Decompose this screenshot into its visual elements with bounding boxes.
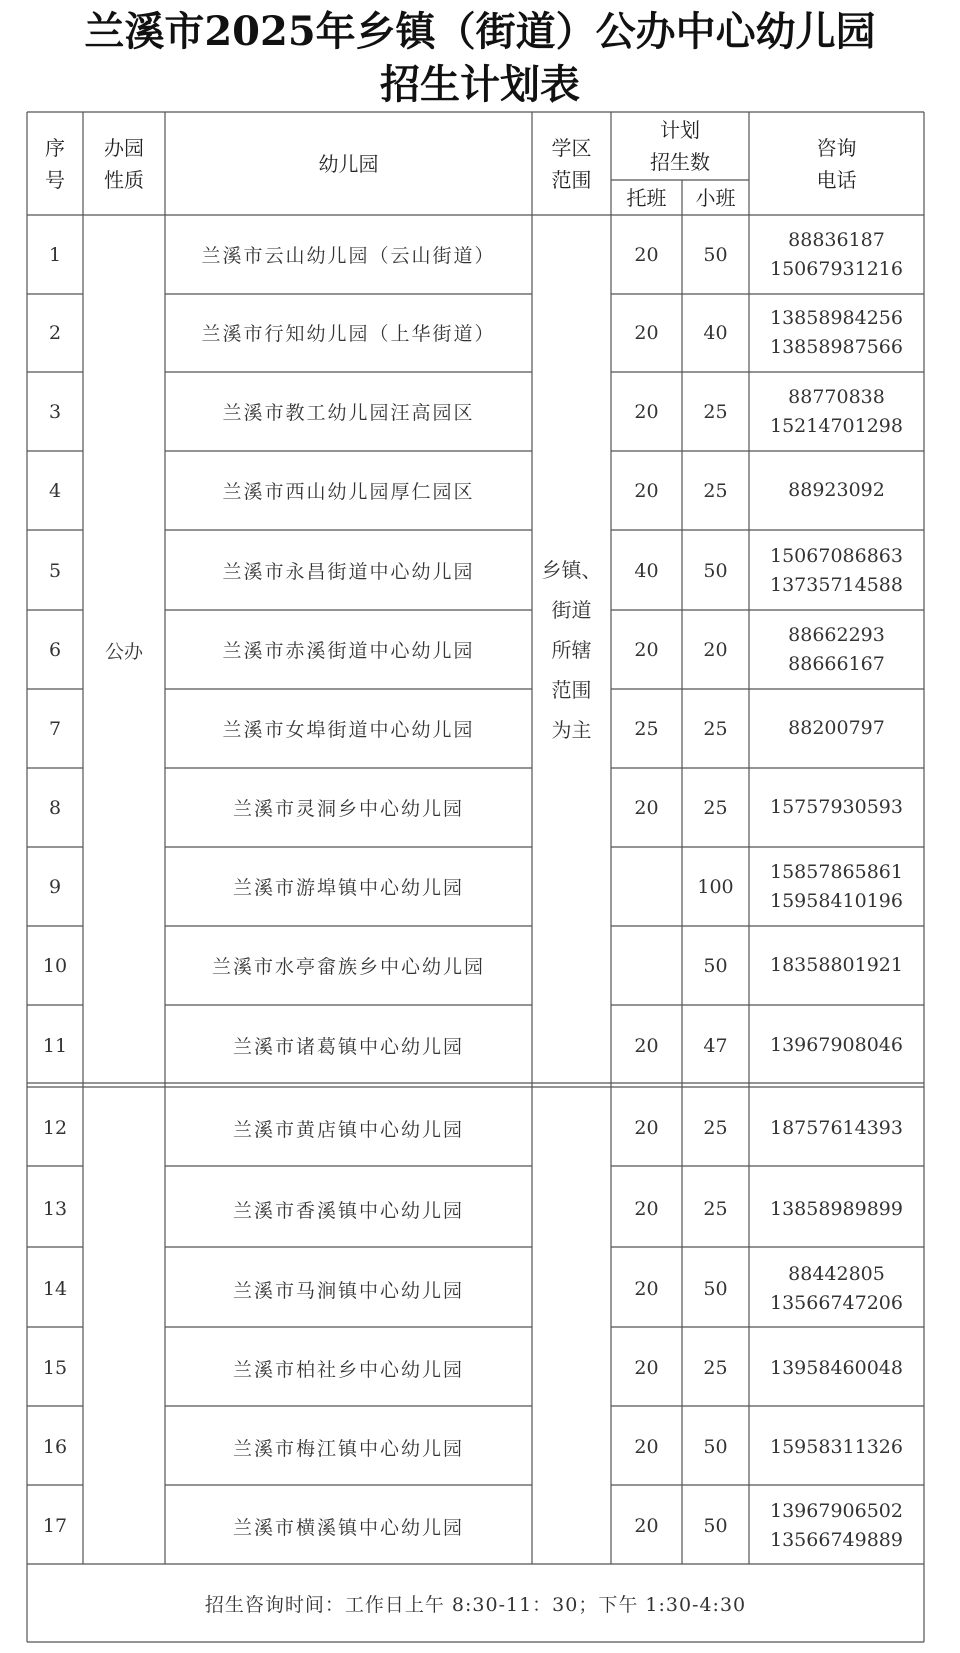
tuoban-count [611,847,682,926]
header-text: 学区 [551,135,592,160]
phone-number: 13967908046 [770,1034,903,1056]
phone-number: 88770838 [788,385,885,408]
district-text: 范围 [551,678,592,702]
district-text: 所辖 [551,638,592,662]
phone-number: 13858989899 [770,1197,903,1220]
header-plan [611,112,749,180]
xiaoban-count: 50 [703,1436,728,1458]
header-tuoban: 托班 [626,185,667,210]
tuoban-count: 20 [634,1515,659,1537]
contact-phone [749,1330,924,1406]
contact-phone [749,1171,924,1247]
row-number: 13 [42,1198,68,1220]
phone-number: 88200797 [788,717,885,739]
phone-number: 15067931216 [770,257,903,280]
nature-value: 公办 [104,640,143,663]
row-number: 1 [48,243,62,266]
kindergarten-name: 兰溪市永昌街道中心幼儿园 [222,561,475,583]
header-text: 序 [45,135,65,160]
header-xiaoban: 小班 [695,185,736,210]
phone-number: 13566749889 [770,1529,903,1551]
row-number: 5 [48,559,62,582]
kindergarten-name: 兰溪市梅江镇中心幼儿园 [232,1437,464,1460]
contact-phone [749,293,924,372]
row-number: 17 [42,1515,68,1537]
xiaoban-count: 20 [703,638,728,661]
xiaoban-count: 25 [703,796,728,819]
kindergarten-name: 兰溪市水亭畲族乡中心幼儿园 [211,956,485,978]
row-number: 14 [42,1278,68,1300]
xiaoban-count: 25 [703,479,728,502]
kindergarten-name: 兰溪市游埠镇中心幼儿园 [232,877,464,899]
header-text: 电话 [816,167,857,192]
kindergarten-name: 兰溪市马涧镇中心幼儿园 [232,1279,464,1302]
row-number: 6 [48,638,62,661]
kindergarten-name: 兰溪市横溪镇中心幼儿园 [232,1516,464,1539]
page-title: 兰溪市2025年乡镇（街道）公办中心幼儿园 [84,8,876,55]
row-number: 11 [42,1034,68,1057]
phone-number: 13858984256 [770,306,903,329]
row-number: 2 [48,321,62,344]
phone-number: 13958460048 [770,1356,903,1379]
xiaoban-count: 25 [703,717,728,740]
xiaoban-count: 40 [703,321,728,344]
kindergarten-name: 兰溪市香溪镇中心幼儿园 [232,1199,464,1222]
contact-phone [749,1251,924,1327]
phone-number: 15214701298 [770,414,903,437]
phone-number: 18757614393 [770,1116,903,1139]
header-text: 范围 [551,167,592,192]
xiaoban-count: 50 [703,559,728,582]
tuoban-count: 20 [634,1198,659,1220]
phone-number: 15958410196 [770,889,903,912]
district-text: 乡镇、 [541,558,602,582]
header-district [532,112,611,215]
contact-phone [749,926,924,1005]
contact-phone [749,372,924,451]
kindergarten-name: 兰溪市灵洞乡中心幼儿园 [232,798,464,820]
tuoban-count: 20 [634,1034,659,1057]
tuoban-count: 20 [634,321,659,344]
phone-number: 88662293 [788,623,885,646]
kindergarten-name: 兰溪市女埠街道中心幼儿园 [222,719,475,741]
row-number: 8 [48,796,62,819]
consult-hours: 招生咨询时间：工作日上午 8:30-11：30；下午 1:30-4:30 [204,1593,747,1616]
tuoban-count: 20 [634,1436,659,1458]
contact-phone [749,768,924,847]
phone-number: 15757930593 [770,796,903,818]
header-phone [749,112,924,215]
kindergarten-name: 兰溪市柏社乡中心幼儿园 [232,1358,464,1381]
phone-number: 18358801921 [770,954,903,976]
row-number: 15 [42,1357,68,1379]
row-number: 16 [42,1436,68,1458]
contact-phone [749,451,924,530]
header-text: 咨询 [816,135,857,160]
xiaoban-count: 25 [703,400,728,423]
xiaoban-count: 50 [703,1515,728,1537]
header-text: 性质 [104,167,144,192]
tuoban-count [611,926,682,1005]
tuoban-count: 20 [634,243,659,266]
kindergarten-name: 兰溪市黄店镇中心幼儿园 [232,1118,464,1141]
xiaoban-count: 100 [697,875,734,898]
phone-number: 15067086863 [770,544,903,567]
contact-phone [749,215,924,294]
phone-number: 88836187 [788,228,885,251]
xiaoban-count: 25 [703,1357,728,1379]
xiaoban-count: 25 [703,1198,728,1220]
tuoban-count: 20 [634,1357,659,1379]
phone-number: 88442805 [788,1263,885,1285]
header-text: 计划 [660,118,700,142]
xiaoban-count: 47 [703,1034,728,1057]
district-text: 街道 [551,598,592,622]
contact-phone [749,1006,924,1085]
kindergarten-name: 兰溪市教工幼儿园汪高园区 [222,402,475,424]
header-text: 招生数 [650,150,710,174]
row-number: 7 [48,717,62,740]
kindergarten-name: 兰溪市行知幼儿园（上华街道） [201,323,496,345]
tuoban-count: 20 [634,479,659,502]
header-seq [27,112,83,215]
tuoban-count: 40 [634,559,659,582]
contact-phone [749,1409,924,1485]
phone-number: 13967906502 [770,1500,903,1522]
page-subtitle: 招生计划表 [380,61,580,108]
tuoban-count: 20 [634,796,659,819]
row-number: 10 [42,954,68,977]
kindergarten-name: 兰溪市赤溪街道中心幼儿园 [222,640,475,662]
phone-number: 88923092 [788,479,885,501]
xiaoban-count: 50 [703,1278,728,1300]
kindergarten-name: 兰溪市云山幼儿园（云山街道） [201,245,496,267]
xiaoban-count: 50 [703,954,728,977]
header-text: 办园 [104,135,144,160]
tuoban-count: 20 [634,1278,659,1300]
row-number: 4 [48,479,62,502]
xiaoban-count: 50 [703,243,728,266]
phone-number: 13858987566 [770,335,903,358]
contact-phone [749,531,924,610]
kindergarten-name: 兰溪市诸葛镇中心幼儿园 [232,1036,464,1058]
contact-phone [749,610,924,689]
row-number: 9 [48,875,62,898]
header-text: 号 [45,167,65,192]
district-text: 为主 [551,718,592,742]
header-kindergarten: 幼儿园 [318,151,379,176]
phone-number: 13735714588 [770,573,903,596]
tuoban-count: 20 [634,400,659,423]
phone-number: 15857865861 [770,860,903,883]
xiaoban-count: 25 [703,1117,728,1139]
tuoban-count: 25 [634,717,659,740]
row-number: 3 [48,400,62,423]
phone-number: 88666167 [788,652,885,675]
tuoban-count: 20 [634,1117,659,1139]
contact-phone [749,1090,924,1166]
phone-number: 15958311326 [770,1435,903,1458]
contact-phone [749,689,924,768]
contact-phone [749,847,924,926]
tuoban-count: 20 [634,638,659,661]
phone-number: 13566747206 [770,1292,903,1314]
header-nature [83,112,165,215]
kindergarten-name: 兰溪市西山幼儿园厚仁园区 [222,481,475,503]
contact-phone [749,1488,924,1564]
row-number: 12 [42,1117,68,1139]
district-value [532,215,611,1085]
